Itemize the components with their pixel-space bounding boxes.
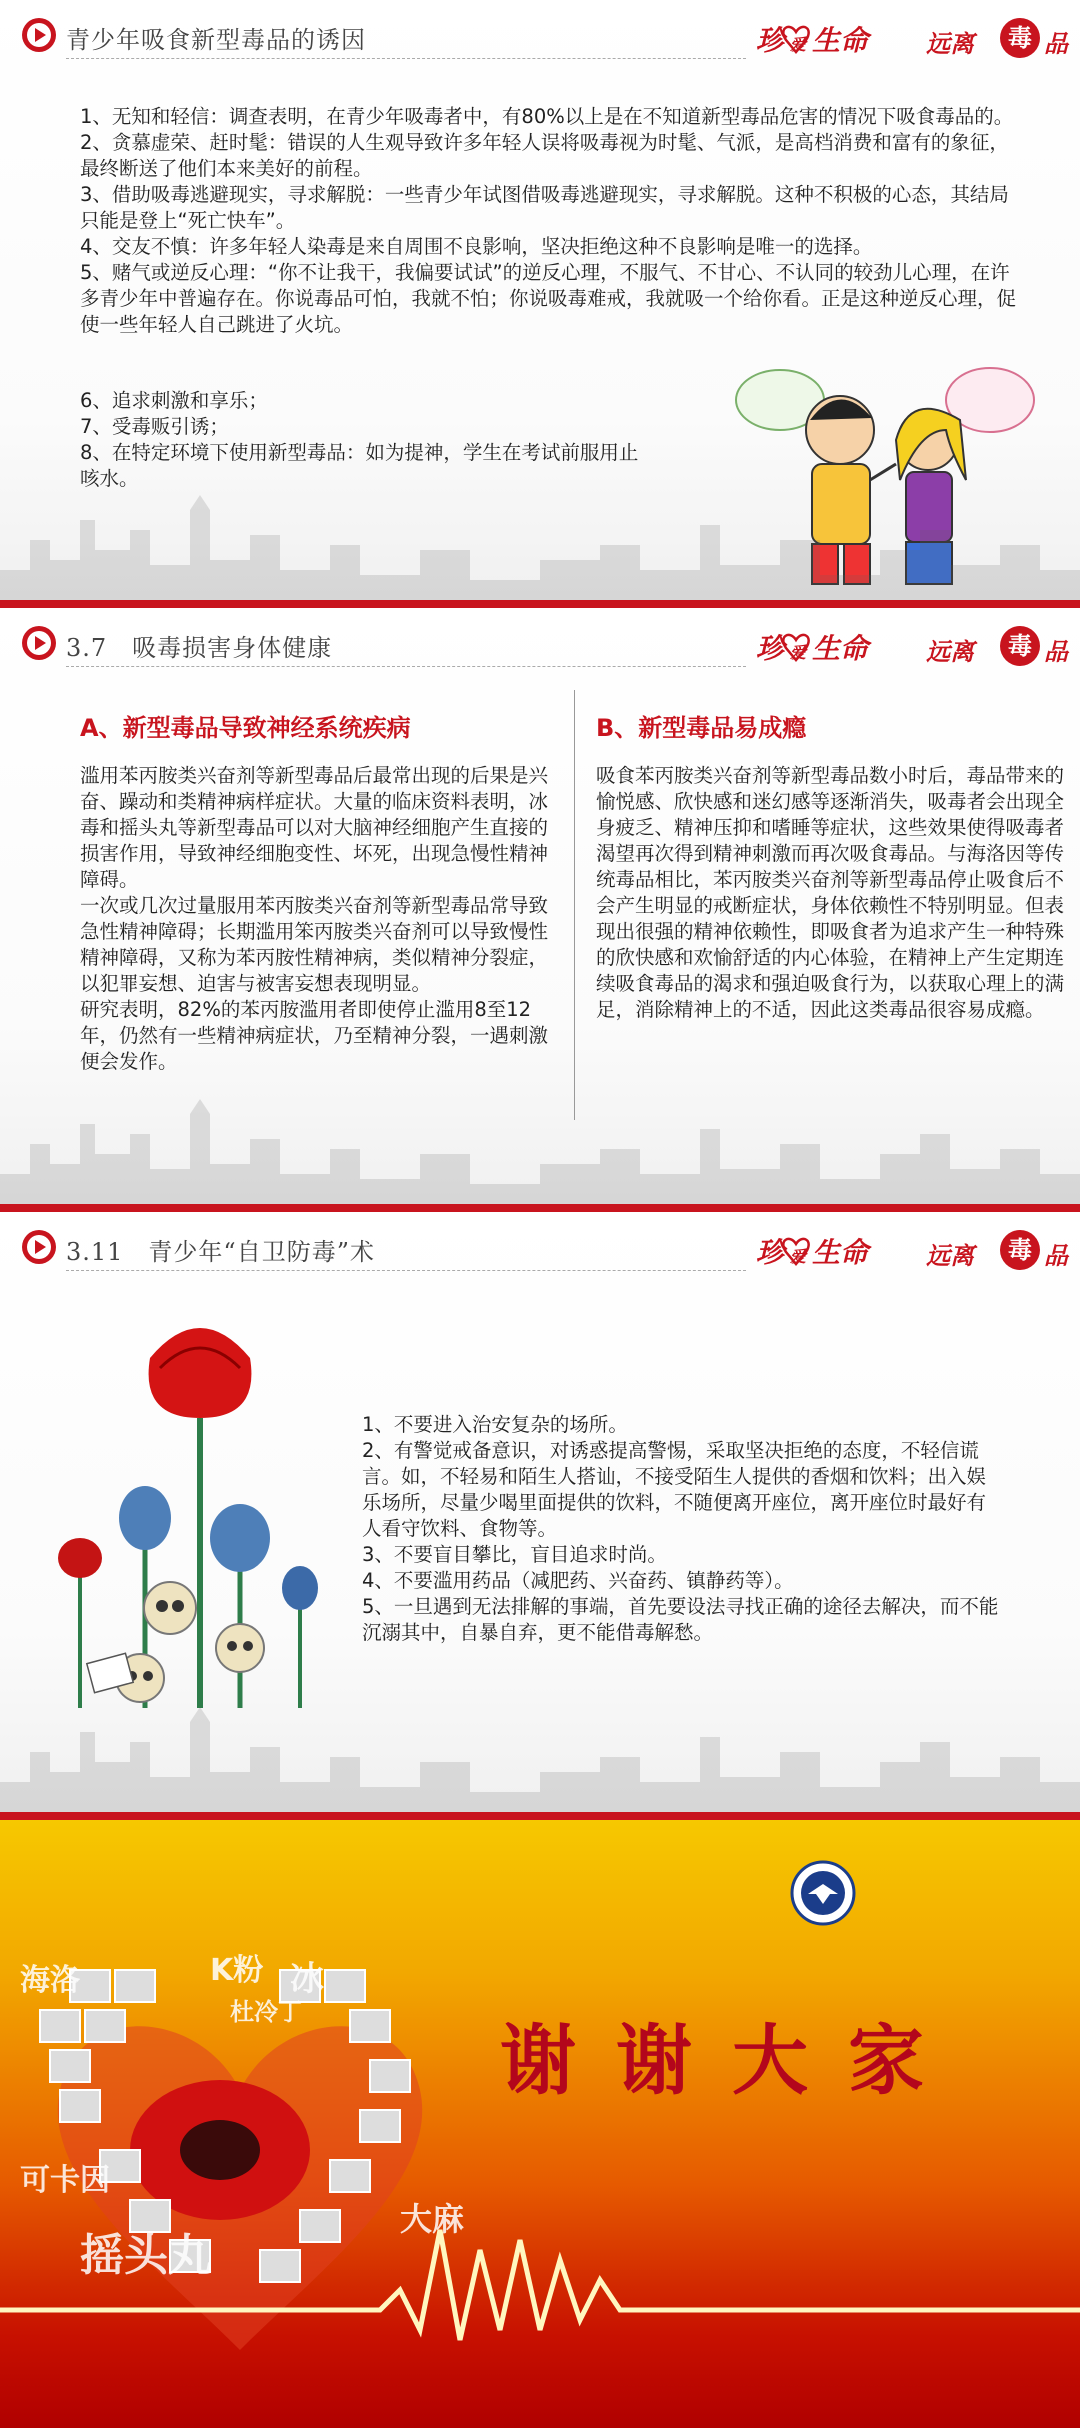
logo-slogan bbox=[756, 628, 869, 668]
svg-text:爱: 爱 bbox=[790, 35, 807, 54]
logo-slogan-2: 远离 bbox=[926, 29, 974, 58]
drug-word: 可卡因 bbox=[20, 2163, 110, 2198]
tip-item: 5、一旦遇到无法排解的事端，首先要设法寻找正确的途径去解决，而不能沉溺其中，自暴自弃，更不能借毒解愁。 bbox=[362, 1595, 999, 1644]
logo-slogan bbox=[756, 1232, 869, 1272]
play-icon bbox=[22, 1230, 56, 1264]
logo-end: 品 bbox=[1044, 637, 1068, 666]
drug-word: 冰 bbox=[290, 1959, 324, 1999]
city-skyline bbox=[0, 1094, 1080, 1204]
slide-title: 青少年吸食新型毒品的诱因 bbox=[66, 26, 366, 54]
column-heading: A、新型毒品导致神经系统疾病 bbox=[80, 714, 411, 742]
paragraph: 滥用苯丙胺类兴奋剂等新型毒品后最常出现的后果是兴奋、躁动和类精神病样症状。大量的临床资料表明，冰毒和摇头丸等新型毒品可以对大脑神经细胞产生直接的损害作用，导致神经细胞变性、坏死，出现急慢性精神障碍。 bbox=[80, 764, 549, 891]
cause-item: 4、交友不慎：许多年轻人染毒是来自周围不良影响，坚决拒绝这种不良影响是唯一的选择。 bbox=[80, 235, 873, 258]
cause-item: 6、追求刺激和享乐； bbox=[80, 389, 268, 412]
logo-end: 品 bbox=[1044, 29, 1068, 58]
paragraph: 一次或几次过量服用苯丙胺类兴奋剂等新型毒品常导致急性精神障碍；长期滥用笨丙胺类兴奋剂可以导致慢性精神障碍，又称为苯丙胺性精神病，类似精神分裂症，以犯罪妄想、迫害与被害妄想表现明显。 bbox=[80, 894, 549, 995]
cause-item: 5、赌气或逆反心理：“你不让我干，我偏要试试”的逆反心理，不服气、不甘心、不认同的较劲儿心理，在许多青少年中普遍存在。你说毒品可怕，我就不怕；你说吸毒难戒，我就吸一个给你看。正是这种逆反心理，促使一些年轻人自己跳进了火坑。 bbox=[80, 261, 1017, 336]
city-skyline bbox=[0, 1702, 1080, 1812]
logo-slogan-2: 远离 bbox=[926, 637, 974, 666]
paragraph: 吸食苯丙胺类兴奋剂等新型毒品数小时后，毒品带来的愉悦感、欣快感和迷幻感等逐渐消失，吸毒者会出现全身疲乏、精神压抑和嗜睡等症状，这些效果使得吸毒者渴望再次得到精神刺激而再次吸食毒品。与海洛因等传统毒品相比，苯丙胺类兴奋剂等新型毒品停止吸食后不会产生明显的戒断症状，身体依赖性不特别明显。但表现出很强的精神依赖性，即吸食者为追求产生一种特殊的欣快感和欢愉舒适的内心体验，在精神上产生定期连续吸食毒品的渴求和强迫吸食行为，以获取心理上的满足，消除精神上的不适，因此这类毒品很容易成瘾。 bbox=[596, 764, 1065, 1021]
thanks-heading: 谢谢大家 bbox=[500, 2016, 964, 2105]
tip-item: 2、有警觉戒备意识，对诱惑提高警惕，采取坚决拒绝的态度，不轻信谎言。如，不轻易和陌生人搭讪，不接受陌生人提供的香烟和饮料；出入娱乐场所，尽量少喝里面提供的饮料，不随便离开座位，离开座位时最好有人看守饮料、食物等。 bbox=[362, 1439, 987, 1540]
svg-text:生命: 生命 bbox=[812, 24, 869, 57]
cause-item: 8、在特定环境下使用新型毒品：如为提神，学生在考试前服用止咳水。 bbox=[80, 441, 639, 490]
cause-item: 2、贪慕虚荣、赶时髦：错误的人生观导致许多年轻人误将吸毒视为时髦、气派，是高档消费和富有的象征，最终断送了他们本来美好的前程。 bbox=[80, 131, 1009, 180]
logo-slogan bbox=[756, 20, 869, 60]
play-icon bbox=[22, 18, 56, 52]
column-heading: B、新型毒品易成瘾 bbox=[596, 714, 807, 742]
drug-word: 海洛 bbox=[20, 1963, 80, 1998]
heartbeat-line bbox=[0, 2210, 1080, 2350]
slide-divider bbox=[0, 600, 1080, 608]
logo bbox=[756, 1226, 1068, 1280]
title-underline bbox=[66, 58, 746, 59]
drug-icon: 毒 bbox=[1000, 1230, 1040, 1270]
slide-thanks bbox=[0, 1820, 1080, 2428]
drug-icon: 毒 bbox=[1000, 626, 1040, 666]
slide-title: 3.11 青少年“自卫防毒”术 bbox=[66, 1238, 375, 1266]
police-emblem-icon bbox=[790, 1860, 856, 1926]
causes-list-2 bbox=[80, 388, 650, 492]
slide-header bbox=[0, 0, 1080, 80]
svg-text:爱: 爱 bbox=[790, 643, 807, 662]
city-skyline bbox=[0, 490, 1080, 600]
cause-item: 1、无知和轻信：调查表明，在青少年吸毒者中，有80%以上是在不知道新型毒品危害的情况下吸食毒品的。 bbox=[80, 105, 1014, 128]
drug-word: 摇头丸 bbox=[80, 2230, 212, 2281]
slide-title: 3.7 吸毒损害身体健康 bbox=[66, 634, 333, 662]
tip-item: 1、不要进入治安复杂的场所。 bbox=[362, 1413, 628, 1436]
svg-text:珍: 珍 bbox=[756, 632, 785, 665]
logo bbox=[756, 14, 1068, 68]
cause-item: 7、受毒贩引诱； bbox=[80, 415, 229, 438]
svg-text:珍: 珍 bbox=[756, 1236, 785, 1269]
slide-header bbox=[0, 1212, 1080, 1292]
drug-icon: 毒 bbox=[1000, 18, 1040, 58]
svg-text:生命: 生命 bbox=[812, 1236, 869, 1269]
drug-word: 大麻 bbox=[400, 2200, 465, 2238]
title-underline bbox=[66, 666, 746, 667]
column-divider bbox=[574, 690, 575, 1120]
drug-word: K粉 bbox=[210, 1953, 264, 1988]
poppy-skeleton-illustration bbox=[50, 1308, 340, 1738]
causes-list bbox=[80, 104, 1020, 338]
title-underline bbox=[66, 1270, 746, 1271]
svg-text:珍: 珍 bbox=[756, 24, 785, 57]
slide-header bbox=[0, 608, 1080, 688]
slide-causes bbox=[0, 0, 1080, 600]
logo-slogan-2: 远离 bbox=[926, 1241, 974, 1270]
play-icon bbox=[22, 626, 56, 660]
slide-divider bbox=[0, 1204, 1080, 1212]
paragraph: 研究表明，82%的苯丙胺滥用者即使停止滥用8至12年，仍然有一些精神病症状，乃至精神分裂，一遇刺激便会发作。 bbox=[80, 998, 549, 1073]
slide-health-damage bbox=[0, 608, 1080, 1204]
defense-tips-list bbox=[362, 1412, 1002, 1646]
logo bbox=[756, 622, 1068, 676]
logo-end: 品 bbox=[1044, 1241, 1068, 1270]
svg-text:爱: 爱 bbox=[790, 1247, 807, 1266]
tip-item: 4、不要滥用药品（减肥药、兴奋药、镇静药等）。 bbox=[362, 1569, 794, 1592]
cause-item: 3、借助吸毒逃避现实，寻求解脱：一些青少年试图借吸毒逃避现实，寻求解脱。这种不积极的心态，其结局只能是登上“死亡快车”。 bbox=[80, 183, 1009, 232]
svg-text:生命: 生命 bbox=[812, 632, 869, 665]
column-nervous-system bbox=[80, 708, 560, 1075]
tip-item: 3、不要盲目攀比，盲目追求时尚。 bbox=[362, 1543, 667, 1566]
slide-self-defense bbox=[0, 1212, 1080, 1812]
slide-divider bbox=[0, 1812, 1080, 1820]
column-addiction bbox=[596, 708, 1076, 1023]
drug-word: 杜冷丁 bbox=[230, 1998, 302, 2026]
